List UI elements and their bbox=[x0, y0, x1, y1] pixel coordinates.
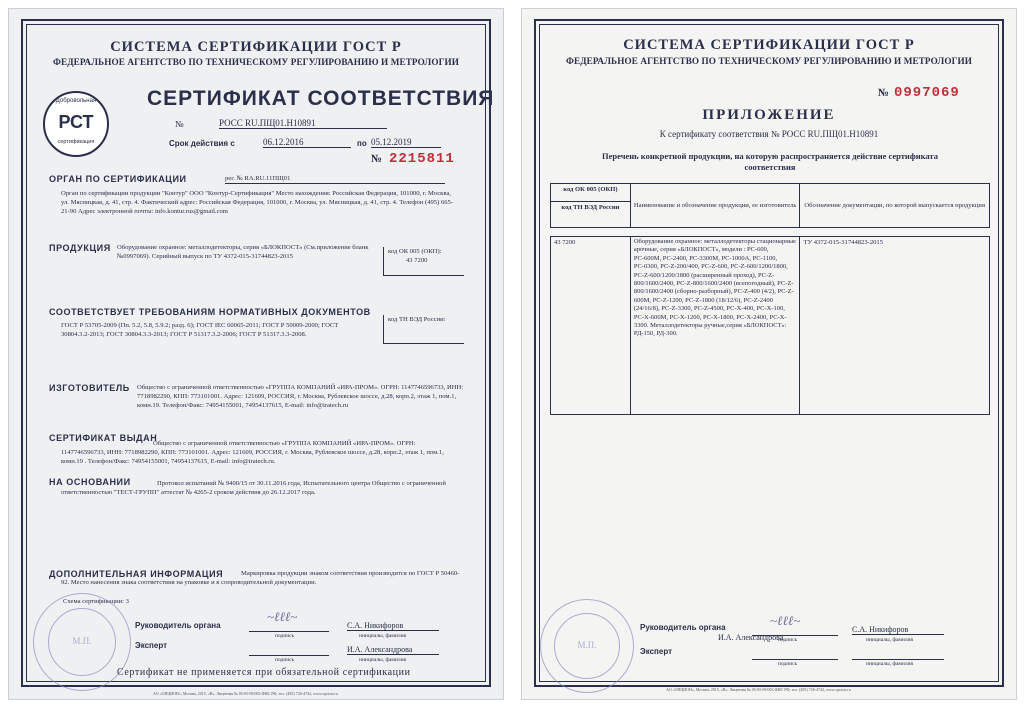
stamp: М.П. bbox=[33, 593, 131, 691]
valid-from: 06.12.2016 bbox=[263, 137, 351, 148]
head-label: Руководитель органа bbox=[135, 621, 221, 630]
footer-note: Сертификат не применяется при обязательной сертификации bbox=[117, 667, 411, 678]
form-number: 2215811 bbox=[389, 151, 455, 167]
maker-heading: ИЗГОТОВИТЕЛЬ bbox=[49, 383, 130, 393]
issued-text: Общество с ограниченной ответственностью «ГРУППА КОМПАНИЙ «ИРА-ПРОМ». ОГРН: 1147746596733, ИНН: 7718982290, КПП: 773101001. Адрес: 121609, РОССИЯ, г. Москва, Рублевское шоссе, д.28, корп.2, этаж 1, пом.1, комн.19 . Телефон/Факс: 74954155001, 74954137615, E-mail: info@iratech.ru. bbox=[61, 440, 444, 465]
expert-signature-line bbox=[752, 649, 838, 660]
stamp: М.П. bbox=[540, 599, 634, 693]
validity-label: Срок действия с bbox=[169, 139, 235, 148]
printer-note: АО «ОПЦИОН», Москва, 2015, «В». Лицензия № 05-05-09/003 ФНС РФ, тел. (495) 726-4742, www.opcion.ru bbox=[153, 691, 338, 696]
head-signature: ~ℓℓℓ~ bbox=[770, 613, 801, 628]
product-table bbox=[550, 183, 990, 415]
valid-to: 05.12.2019 bbox=[371, 137, 441, 148]
rst-logo: Добровольная РСТ сертификация bbox=[43, 91, 109, 157]
organ-heading: ОРГАН ПО СЕРТИФИКАЦИИ bbox=[49, 174, 187, 184]
expert-name: И.А. Александрова bbox=[347, 645, 439, 655]
tnved-box: код ТН ВЭД России: bbox=[383, 315, 464, 344]
row-description: Оборудование охранное: металлодетекторы стационарные арочные, серия «БЛОКПОСТ», модели : РС-600, РС-600М, РС-2400, РС-3300М, РС-1000А, РС-1100, РС-0300, РС-Z-200/400, РС-Z-600, РС-Z-600/1200/1800, РС-Z-600/1200/1800 (расширенный проход), РС-Z-800/1600/2400, РС-Z-800/1600/2400 (всепогодный), РС-Z-800/1600/2400 (сборно-разборный), РС-Z-400 (4/2), РС-Z-600М, РС-Z-1200, РС-Z-1800 (18/12/6), РС-Z-2400 (24/16/8), РС-Z-3300, РС-Z-4500, РС-X-400, РС-X-100, РС-X-600М, РС-X-1200, РС-X-1800, РС-X-2400, РС-X-3300. Металлодетекторы ручные,серия «БЛОКПОСТ»: РД-150, РД-300. bbox=[630, 237, 800, 415]
conforms-heading: СООТВЕТСТВУЕТ ТРЕБОВАНИЯМ НОРМАТИВНЫХ ДОКУМЕНТОВ bbox=[49, 307, 371, 317]
table-row bbox=[551, 237, 990, 415]
head-signature: ~ℓℓℓ~ bbox=[267, 609, 298, 624]
expert-label: Эксперт bbox=[135, 641, 168, 650]
okp-box: код ОК 005 (ОКП): 43 7200 bbox=[383, 247, 464, 276]
conforms-text: ГОСТ Р 53705-2009 (Пп. 5.2, 5.8, 5.9.2; разд. 6); ГОСТ IEC 60065-2011; ГОСТ Р 50009-2000; ГОСТ 30804.3.2-2013; ГОСТ 30804.3.3-2013; ГОСТ Р 51317.3.2-2006; ГОСТ Р 51317.3.3-2008. bbox=[61, 322, 339, 338]
system-title: СИСТЕМА СЕРТИФИКАЦИИ ГОСТ Р bbox=[623, 37, 915, 53]
appendix-page: СИСТЕМА СЕРТИФИКАЦИИ ГОСТ Р ФЕДЕРАЛЬНОЕ АГЕНТСТВО ПО ТЕХНИЧЕСКОМУ РЕГУЛИРОВАНИЮ И МЕТРОЛОГИИ № 0997069 ПРИЛОЖЕНИЕ К сертификату соответствия № РОСС RU.ПЩ01.Н10891 Перечень конкретной продукции, на которую распространяется действие сертификата соответствия код ОК 005 (ОКП) Наименование и обозначение продукции, ее изготовитель Обозначение документации, по которой выпускается продукция код ТН ВЭД России 43 7200 Оборудование охранное: металлодетекторы стационарные арочные, серия «БЛОКПОСТ», модели : РС-600, РС-600М, РС-2400, РС-3300М, РС-1000А, РС-1100, РС-0300, РС-Z-200/400, РС-Z-600, РС-Z-600/1200/1800, РС-Z-600/1200/1800 (расширенный проход), РС-Z-800/1600/2400, РС-Z-800/1600/2400 (всепогодный), РС-Z-800/1600/2400 (сборно-разборный), РС-Z-400 (4/2), РС-Z-600М, РС-Z-1200, РС-Z-1800 (18/12/6), РС-Z-2400 (24/16/8), РС-Z-3300, РС-Z-4500, РС-X-400, РС-X-100, РС-X-600М, РС-X-1200, РС-X-1800, РС-X-2400, РС-X-3300. Металлодетекторы ручные,серия «БЛОКПОСТ»: РД-150, РД-300. ТУ 4372-015-31744823-2015 М.П. Руководитель органа ~ℓℓℓ~ С.А. Никифоров подпись инициалы, фамилия И.А. Александрова Эксперт подпись инициалы, фамилия АО «ОПЦИОН», Москва, 2015, «В». Лицензия № 05-05-09/003 ФНС РФ, тел. (495) 726-4742, www.opcion.ru bbox=[521, 8, 1017, 700]
agency-name: ФЕДЕРАЛЬНОЕ АГЕНТСТВО ПО ТЕХНИЧЕСКОМУ РЕГУЛИРОВАНИЮ И МЕТРОЛОГИИ bbox=[565, 56, 973, 66]
maker-text: Общество с ограниченной ответственностью «ГРУППА КОМПАНИЙ «ИРА-ПРОМ». ОГРН: 1147746596733, ИНН: 7718982290, КПП: 773101001. Адрес: 121609, РОССИЯ, г. Москва, Рублевское шоссе, д.28, корп.2, этаж 1, пом.1, комн.19. Телефон/Факс: 74954155001, 74954137615, E-mail: info@iratech.ru bbox=[137, 384, 464, 409]
col-tnved-header: код ТН ВЭД России bbox=[551, 202, 631, 228]
col-name-header: Наименование и обозначение продукции, ее изготовитель bbox=[630, 184, 800, 228]
extra-heading: ДОПОЛНИТЕЛЬНАЯ ИНФОРМАЦИЯ bbox=[49, 569, 224, 579]
form-number: 0997069 bbox=[894, 85, 960, 101]
col-doc-header: Обозначение документации, по которой выпускается продукция bbox=[800, 184, 990, 228]
list-title: Перечень конкретной продукции, на которую распространяется действие сертификата соответствия bbox=[602, 151, 938, 172]
cert-number: РОСС RU.ПЩ01.Н10891 bbox=[219, 118, 387, 129]
product-heading: ПРОДУКЦИЯ bbox=[49, 243, 111, 253]
head-name: С.А. Никифоров bbox=[347, 621, 439, 631]
form-number-sign: № bbox=[371, 153, 383, 165]
valid-to-label: по bbox=[357, 139, 367, 148]
col-okp-header: код ОК 005 (ОКП) bbox=[551, 184, 631, 202]
to-certificate: К сертификату соответствия № РОСС RU.ПЩ01.Н10891 bbox=[659, 129, 879, 139]
agency-name: ФЕДЕРАЛЬНОЕ АГЕНТСТВО ПО ТЕХНИЧЕСКОМУ РЕГУЛИРОВАНИЮ И МЕТРОЛОГИИ bbox=[52, 57, 460, 67]
head-name: С.А. Никифоров bbox=[852, 625, 944, 635]
basis-text: Протокол испытаний № 9400/15 от 30.11.2016 года, Испытательного центра Общество с ограниченной ответственностью "ТЕСТ-ГРУПП" аттестат № 4265-2 сроком действия до 26.12.2017 года. bbox=[61, 480, 446, 496]
organ-text: Орган по сертификации продукции "Контур" ООО "Контур-Сертификация" Место нахождения: Российская Федерация, 101000, г. Москва, ул. Мясницкая, д. 41, стр. 4. Фактический адрес: Российская Федерация, 101000, г. Москва, ул. Мясницкая, д. 41, стр. 4. Телефон (495) 665-21-90 Адрес электронной почты: info.kontur.rus@gmail.com bbox=[61, 190, 454, 215]
product-text: Оборудование охранное: металлодетекторы, серия «БЛОКПОСТ» (См.приложение бланк №0997069). Серийный выпуск по ТУ 4372-015-31744823-2015 bbox=[117, 244, 369, 260]
form-number-sign: № bbox=[878, 87, 890, 99]
head-label: Руководитель органа bbox=[640, 623, 726, 632]
scheme: Схема сертификации: 3 bbox=[63, 598, 129, 605]
expert-label: Эксперт bbox=[640, 647, 673, 656]
cert-number-label: № bbox=[175, 119, 184, 129]
expert-initials-line bbox=[852, 649, 944, 660]
certificate-title: СЕРТИФИКАТ СООТВЕТСТВИЯ bbox=[147, 87, 495, 110]
certificate-page: СИСТЕМА СЕРТИФИКАЦИИ ГОСТ Р ФЕДЕРАЛЬНОЕ АГЕНТСТВО ПО ТЕХНИЧЕСКОМУ РЕГУЛИРОВАНИЮ И МЕТРОЛОГИИ Добровольная РСТ сертификация СЕРТИФИКАТ СООТВЕТСТВИЯ № РОСС RU.ПЩ01.Н10891 Срок действия с 06.12.2016 по 05.12.2019 № 2215811 ОРГАН ПО СЕРТИФИКАЦИИ рег. № RA.RU.11ПЩ01 Орган по сертификации продукции "Контур" ООО "Контур-Сертификация" Место нахождения: Российская Федерация, 101000, г. Москва, ул. Мясницкая, д. 41, стр. 4. Фактический адрес: Российская Федерация, 101000, г. Москва, ул. Мясницкая, д. 41, стр. 4. Телефон (495) 665-21-90 Адрес электронной почты: info.kontur.rus@gmail.com ПРОДУКЦИЯ Оборудование охранное: металлодетекторы, серия «БЛОКПОСТ» (См.приложение бланк №0997069). Серийный выпуск по ТУ 4372-015-31744823-2015 код ОК 005 (ОКП): 43 7200 СООТВЕТСТВУЕТ ТРЕБОВАНИЯМ НОРМАТИВНЫХ ДОКУМЕНТОВ ГОСТ Р 53705-2009 (Пп. 5.2, 5.8, 5.9.2; разд. 6); ГОСТ IEC 60065-2011; ГОСТ Р 50009-2000; ГОСТ 30804.3.2-2013; ГОСТ 30804.3.3-2013; ГОСТ Р 51317.3.2-2006; ГОСТ Р 51317.3.3-2008. код ТН ВЭД России: ИЗГОТОВИТЕЛЬ Общество с ограниченной ответственностью «ГРУППА КОМПАНИЙ «ИРА-ПРОМ». ОГРН: 1147746596733, ИНН: 7718982290, КПП: 773101001. Адрес: 121609, РОССИЯ, г. Москва, Рублевское шоссе, д.28, корп.2, этаж 1, пом.1, комн.19. Телефон/Факс: 74954155001, 74954137615, E-mail: info@iratech.ru СЕРТИФИКАТ ВЫДАН Общество с ограниченной ответственностью «ГРУППА КОМПАНИЙ «ИРА-ПРОМ». ОГРН: 1147746596733, ИНН: 7718982290, КПП: 773101001. Адрес: 121609, РОССИЯ, г. Москва, Рублевское шоссе, д.28, корп.2, этаж 1, пом.1, комн.19 . Телефон/Факс: 74954155001, 74954137615, E-mail: info@iratech.ru. НА ОСНОВАНИИ Протокол испытаний № 9400/15 от 30.11.2016 года, Испытательного центра Общество с ограниченной ответственностью "ТЕСТ-ГРУПП" аттестат № 4265-2 сроком действия до 26.12.2017 года. ДОПОЛНИТЕЛЬНАЯ ИНФОРМАЦИЯ Маркировка продукции знаком соответствия производится по ГОСТ Р 50460-92. Место нанесения знака соответствия на упаковке и в сопроводительной документации. Схема сертификации: 3 М.П. Руководитель органа ~ℓℓℓ~ С.А. Никифоров подпись инициалы, фамилия Эксперт И.А. Александрова подпись инициалы, фамилия Сертификат не применяется при обязательной сертификации АО «ОПЦИОН», Москва, 2015, «В». Лицензия № 05-05-09/003 ФНС РФ, тел. (495) 726-4742, www.opcion.ru bbox=[8, 8, 504, 700]
row-document: ТУ 4372-015-31744823-2015 bbox=[800, 237, 990, 415]
expert-signature-line bbox=[249, 645, 329, 656]
extra-text: Маркировка продукции знаком соответствия производится по ГОСТ Р 50460-92. Место нанесения знака соответствия на упаковке и в сопроводительной документации. bbox=[61, 570, 460, 586]
issued-heading: СЕРТИФИКАТ ВЫДАН bbox=[49, 433, 158, 443]
system-title: СИСТЕМА СЕРТИФИКАЦИИ ГОСТ Р bbox=[110, 39, 402, 55]
basis-heading: НА ОСНОВАНИИ bbox=[49, 477, 131, 487]
expert-name: И.А. Александрова bbox=[718, 633, 784, 642]
printer-note: АО «ОПЦИОН», Москва, 2015, «В». Лицензия № 05-05-09/003 ФНС РФ, тел. (495) 726-4742, www.opcion.ru bbox=[666, 687, 851, 692]
appendix-title: ПРИЛОЖЕНИЕ bbox=[702, 107, 836, 123]
organ-reg: рег. № RA.RU.11ПЩ01 bbox=[225, 174, 445, 184]
row-code: 43 7200 bbox=[551, 237, 631, 415]
